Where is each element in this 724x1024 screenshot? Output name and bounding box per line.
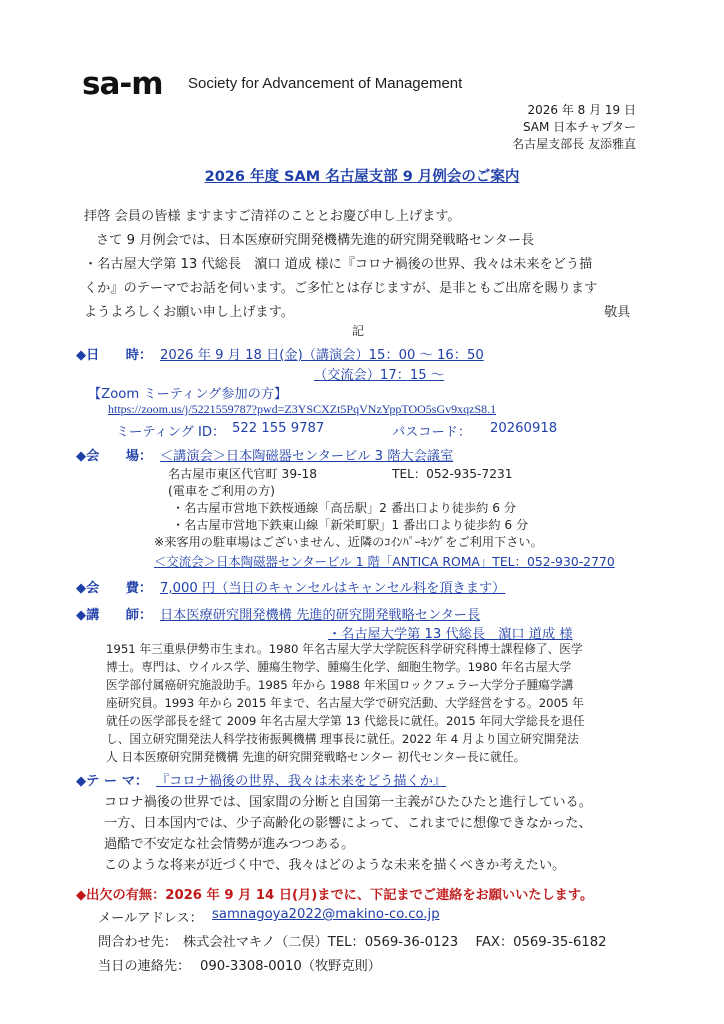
fee-value: 7,000 円（当日のキャンセルはキャンセル料を頂きます）	[160, 581, 506, 596]
page-title: 2026 年度 SAM 名古屋支部 9 月例会のご案内	[204, 169, 520, 185]
chapter-name: SAM 日本チャプター	[522, 120, 636, 134]
speaker-bio-line: 博士。専門は、ウイルス学、腫瘍生物学、腫瘍生化学、細胞生物学。1980 年名古屋大学	[106, 660, 572, 674]
datetime-line2: （交流会）17：15 ～	[314, 368, 445, 383]
day-contact-label: 当日の連絡先：	[98, 959, 191, 974]
sam-logo: sa-m	[82, 66, 163, 102]
ki-marker: 記	[352, 324, 365, 338]
venue-lecture: ＜講演会＞日本陶磁器センタービル 3 階大会議室	[160, 449, 454, 464]
email-label: メールアドレス：	[98, 911, 203, 926]
theme-body-line: コロナ禍後の世界では、国家間の分断と自国第一主義がひたひたと進行している。	[104, 795, 592, 810]
speaker-bio-line: 座研究員。1993 年から 2015 年まで、名古屋大学で研究活動、大学経営をする。2005 年	[106, 696, 584, 710]
contact-value: 株式会社マキノ（二俣）TEL：0569-36-0123 FAX：0569-35-6182	[183, 935, 607, 950]
passcode-value: 20260918	[490, 421, 558, 436]
intro-line: さて 9 月例会では、日本医療研究開発機構先進的研究開発戦略センター長	[96, 233, 535, 248]
rsvp-deadline: ◆出欠の有無：2026 年 9 月 14 日(月)までに、下記までご連絡をお願いいたします。	[76, 888, 594, 903]
speaker-line1: 日本医療研究開発機構 先進的研究開発戦略センター長	[160, 608, 481, 623]
letter-date: 2026 年 8 月 19 日	[527, 103, 636, 117]
venue-parking-note: ※来客用の駐車場はございません、近隣のｺｲﾝﾊﾟｰｷﾝｸﾞをご利用下さい。	[154, 535, 543, 549]
fee-label: ◆会 費：	[76, 581, 153, 596]
day-contact-value: 090-3308-0010（牧野克則）	[200, 959, 381, 974]
email-link[interactable]: samnagoya2022@makino-co.co.jp	[212, 907, 440, 922]
theme-value: 『コロナ禍後の世界、我々は未来をどう描くか』	[156, 774, 447, 789]
venue-route: ・名古屋市営地下鉄東山線「新栄町駅」1 番出口より徒歩約 6 分	[172, 518, 529, 532]
speaker-bio-line: 1951 年三重県伊勢市生まれ。1980 年名古屋大学大学院医科学研究科博士課程修了、医学	[106, 642, 583, 656]
speaker-bio-line: 就任の医学部長を経て 2009 年名古屋大学第 13 代総長に就任。2015 年同大学総長を退任	[106, 714, 585, 728]
speaker-line2: ・名古屋大学第 13 代総長 濵口 道成 様	[328, 627, 573, 642]
venue-tel: TEL：052-935-7231	[392, 467, 513, 481]
sender-name: 名古屋支部長 友添雅直	[512, 137, 636, 151]
org-name: Society for Advancement of Management	[188, 75, 463, 92]
zoom-url-link[interactable]: https://zoom.us/j/5221559787?pwd=Z3YSCXZt5PqVNzYppTOO5sGv9xqzS8.1	[108, 402, 497, 416]
speaker-bio-line: 人 日本医療研究開発機構 先進的研究開発戦略センター 初代センター長に就任。	[106, 750, 526, 764]
speaker-bio-line: 医学部付属癌研究施設助手。1985 年から 1988 年米国ロックフェラー大学分子腫瘍学講	[106, 678, 574, 692]
datetime-label: ◆日 時：	[76, 348, 153, 363]
venue-train-note: (電車をご利用の方)	[168, 484, 276, 498]
datetime-line1: 2026 年 9 月 18 日(金)（講演会）15：00 ～ 16：50	[160, 348, 484, 363]
intro-line: くか』のテーマでお話を伺います。ご多忙とは存じますが、是非ともご出席を賜ります	[84, 281, 598, 296]
meeting-id-label: ミーティング ID：	[116, 425, 226, 440]
intro-line: ・名古屋大学第 13 代総長 濵口 道成 様に『コロナ禍後の世界、我々は未来をどう描	[84, 257, 593, 272]
zoom-heading: 【Zoom ミーティング参加の方】	[88, 387, 288, 402]
theme-body-line: このような将来が近づく中で、我々はどのような未来を描くべきか考えたい。	[104, 858, 566, 873]
theme-body-line: 過酷で不安定な社会情勢が進みつつある。	[104, 837, 355, 852]
intro-line: ようよろしくお願い申し上げます。	[84, 305, 294, 320]
venue-label: ◆会 場：	[76, 449, 153, 464]
contact-label: 問合わせ先：	[98, 935, 178, 950]
passcode-label: パスコード：	[392, 425, 472, 440]
intro-line: 拝啓 会員の皆様 ますますご清祥のこととお慶び申し上げます。	[84, 209, 461, 224]
venue-address: 名古屋市東区代官町 39-18	[168, 467, 317, 481]
closing-keigu: 敬具	[604, 305, 631, 320]
venue-route: ・名古屋市営地下鉄桜通線「高岳駅」2 番出口より徒歩約 6 分	[172, 501, 517, 515]
speaker-label: ◆講 師：	[76, 608, 153, 623]
meeting-id-value: 522 155 9787	[232, 421, 325, 436]
theme-body-line: 一方、日本国内では、少子高齢化の影響によって、これまでに想像できなかった、	[104, 816, 592, 831]
speaker-bio-line: し、国立研究開発法人科学技術振興機構 理事長に就任。2022 年 4 月より国立研究開発法	[106, 732, 579, 746]
theme-label: ◆テ ー マ：	[76, 774, 149, 789]
venue-social: ＜交流会＞日本陶磁器センタービル 1 階「ANTICA ROMA」TEL：052-930-2770	[154, 554, 615, 569]
